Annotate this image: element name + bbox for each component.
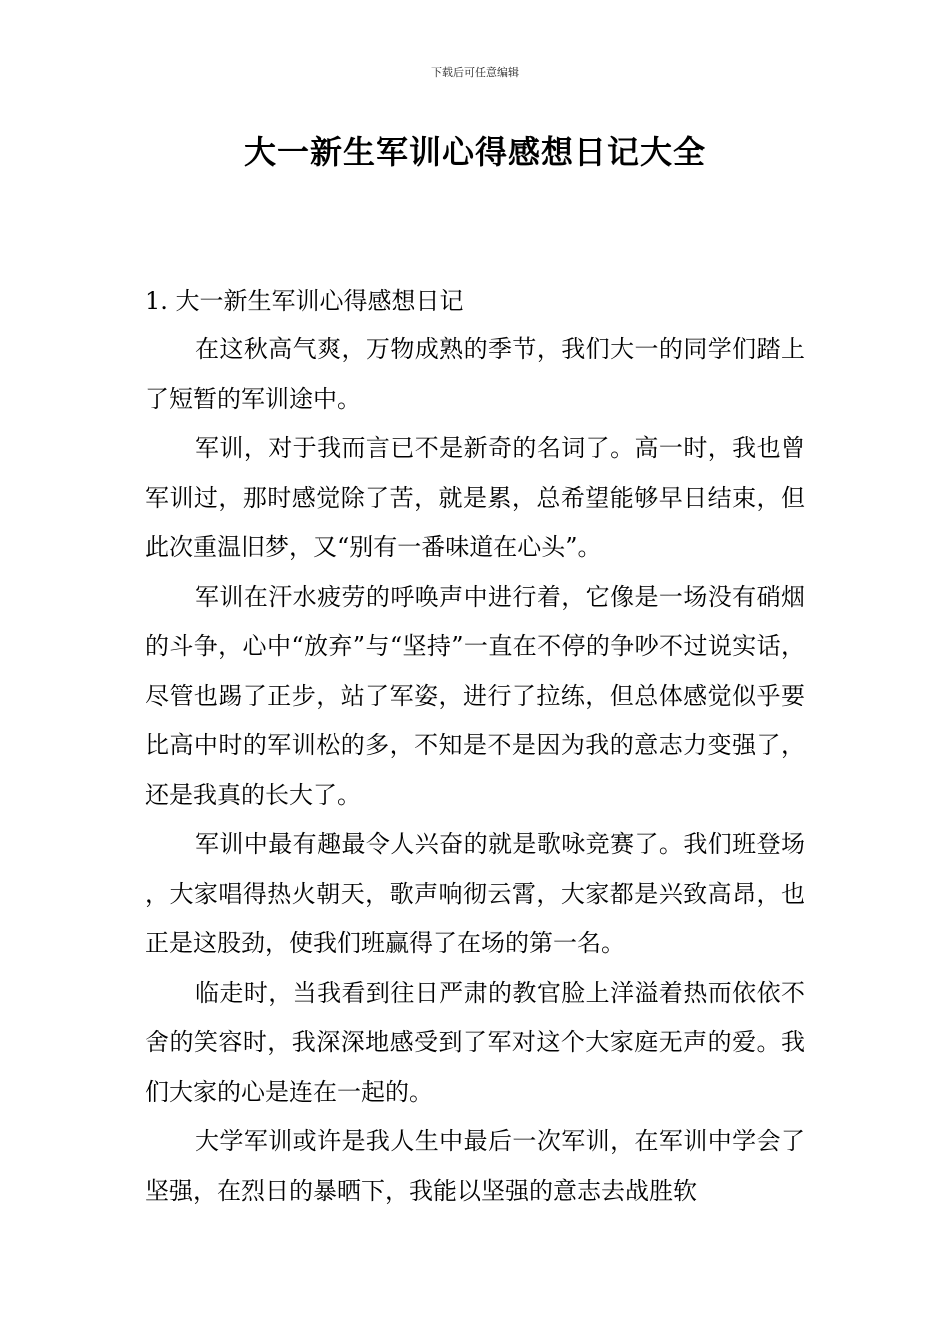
paragraph-4: 军训中最有趣最令人兴奋的就是歌咏竞赛了。我们班登场，大家唱得热火朝天，歌声响彻云霄，大家都是兴致高昂，也正是这股劲，使我们班赢得了在场的第一名。: [145, 830, 805, 957]
section-heading: 1. 大一新生军训心得感想日记: [145, 287, 464, 315]
document-body: [145, 277, 805, 1216]
header-note: 下载后可任意编辑: [431, 66, 519, 79]
paragraph-3: 军训在汗水疲劳的呼唤声中进行着，它像是一场没有硝烟的斗争，心中“放弃”与“坚持”一直在不停的争吵不过说实话，尽管也踢了正步，站了军姿，进行了拉练，但总体感觉似乎要比高中时的军训松的多，不知是不是因为我的意志力变强了，还是我真的长大了。: [145, 582, 805, 809]
paragraph-6: 大学军训或许是我人生中最后一次军训，在军训中学会了坚强，在烈日的暴晒下，我能以坚强的意志去战胜软: [145, 1127, 805, 1205]
paragraph-5: 临走时，当我看到往日严肃的教官脸上洋溢着热而依依不舍的笑容时，我深深地感受到了军对这个大家庭无声的爱。我们大家的心是连在一起的。: [145, 978, 805, 1106]
paragraph-2: 军训，对于我而言已不是新奇的名词了。高一时，我也曾军训过，那时感觉除了苦，就是累，总希望能够早日结束，但此次重温旧梦，又“别有一番味道在心头”。: [145, 434, 805, 561]
document-title: 大一新生军训心得感想日记大全: [243, 133, 706, 171]
paragraph-1: 在这秋高气爽，万物成熟的季节，我们大一的同学们踏上了短暂的军训途中。: [145, 335, 805, 413]
